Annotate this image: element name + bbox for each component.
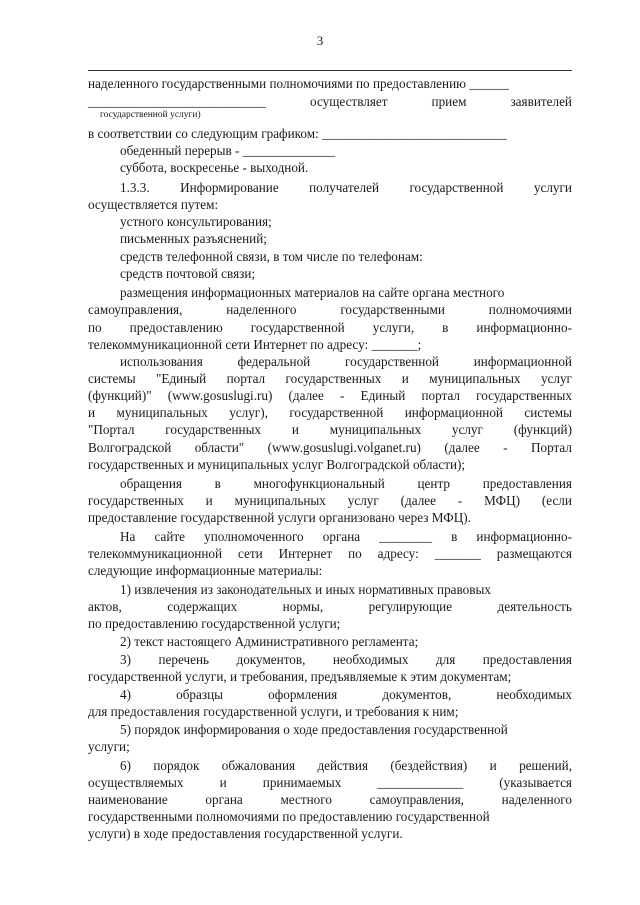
text-word: адресу:	[377, 546, 419, 561]
text-word: обжалования	[221, 758, 296, 773]
text-word: многофункциональный	[253, 476, 385, 491]
text-word: необходимых	[496, 687, 572, 702]
text-word: государственной услуги)	[100, 110, 201, 120]
text-line	[88, 126, 507, 142]
text-word: осуществляемых	[88, 775, 184, 790]
text-word: для предоставления государственной услуги, и требования к ним;	[88, 704, 459, 719]
text-word: документов,	[236, 652, 306, 667]
text-word: (www.gosuslugi.ru)	[167, 388, 273, 403]
text-word: 5) порядок информирования о ходе предоставления государственной	[120, 722, 508, 737]
page-number: 3	[316, 33, 324, 48]
text-word: наименование	[88, 792, 168, 807]
text-word: по предоставлению государственной услуги;	[88, 616, 341, 631]
text-word: и	[205, 493, 213, 508]
text-word: "Единый	[156, 371, 207, 386]
text-word: актов,	[88, 599, 122, 614]
text-word: прием	[431, 94, 467, 109]
text-word: услуг	[540, 371, 572, 386]
text-word: для	[435, 652, 456, 667]
text-line	[120, 758, 572, 774]
text-word: системы	[88, 371, 136, 386]
text-word: услуг	[347, 493, 379, 508]
text-word: государственной	[289, 405, 384, 420]
text-word: и	[291, 422, 299, 437]
text-word: и	[219, 775, 227, 790]
text-word: (далее	[444, 440, 480, 455]
text-word: в соответствии со следующим графиком: ____________________________	[88, 126, 507, 141]
text-word: полномочиями	[488, 302, 572, 317]
text-word: в	[214, 476, 221, 491]
text-word: действия	[317, 758, 369, 773]
text-word: (далее	[288, 388, 324, 403]
text-word: предоставлению	[129, 320, 223, 335]
text-line	[120, 180, 572, 196]
text-word: государственных	[165, 422, 262, 437]
text-line	[88, 616, 340, 632]
text-word: (указывается	[499, 775, 572, 790]
text-line	[88, 197, 218, 213]
text-word: и	[88, 405, 96, 420]
text-word: осуществляется путем:	[88, 197, 219, 212]
text-word: органа	[205, 792, 243, 807]
text-line	[88, 775, 572, 791]
text-word: -	[503, 440, 508, 455]
text-word: получателей	[309, 180, 380, 195]
text-word: -	[457, 493, 463, 508]
text-word: ___________________________	[88, 94, 267, 109]
text-word: услуг),	[229, 405, 268, 420]
text-line	[88, 563, 322, 579]
text-line	[88, 493, 572, 509]
text-line	[88, 826, 403, 842]
text-word: информационной	[404, 405, 503, 420]
text-word: в	[442, 320, 449, 335]
text-word: уполномоченного	[204, 529, 304, 544]
text-word: области"	[194, 440, 245, 455]
text-word: государственных и муниципальных услуг Волгоградской области);	[88, 457, 466, 472]
text-word: услуги	[533, 180, 572, 195]
text-line	[88, 669, 511, 685]
text-line	[88, 76, 509, 92]
text-line	[120, 652, 572, 668]
text-word: (если	[541, 493, 572, 508]
text-word: по	[88, 320, 102, 335]
text-word: наделенного	[226, 302, 297, 317]
text-word: Интернет	[278, 546, 333, 561]
text-line	[120, 582, 491, 598]
text-line	[88, 94, 572, 110]
text-word: наделенного государственными полномочиями по предоставлению ______	[88, 76, 509, 91]
text-word: государственной	[344, 354, 439, 369]
text-word: государственными полномочиями по предоставлению государственной	[88, 809, 490, 824]
text-line	[120, 143, 335, 159]
text-word: муниципальных	[116, 405, 208, 420]
text-word: 4)	[120, 687, 131, 702]
text-word: следующие информационные материалы:	[88, 563, 323, 578]
text-word: письменных разъяснений;	[120, 231, 267, 246]
text-word: предоставления	[482, 652, 572, 667]
text-line	[120, 266, 255, 282]
text-word: информационной	[473, 354, 572, 369]
text-word: государственной услуги, и требования, предъявляемые к этим документам;	[88, 669, 512, 684]
text-word: средств почтовой связи;	[120, 266, 256, 281]
text-word: самоуправления,	[88, 302, 183, 317]
text-word: муниципальных	[329, 422, 422, 437]
top-underline	[88, 70, 572, 71]
text-word: информационно-	[476, 529, 572, 544]
text-word: и	[401, 371, 409, 386]
text-line	[120, 722, 508, 738]
text-word: услуг	[451, 422, 483, 437]
text-line	[88, 809, 572, 825]
text-word: документов,	[382, 687, 452, 702]
text-line	[120, 634, 418, 650]
text-word: органа	[322, 529, 361, 544]
text-word: МФЦ)	[484, 493, 521, 508]
text-word: _______	[434, 546, 481, 561]
text-word: нормы,	[282, 599, 324, 614]
text-word: регулирующие	[368, 599, 453, 614]
text-word: _____________	[377, 775, 464, 790]
text-line	[88, 510, 471, 526]
text-word: сайте	[154, 529, 186, 544]
text-line	[88, 405, 572, 421]
text-word: Портал	[530, 440, 572, 455]
text-line	[88, 792, 572, 808]
text-word: деятельность	[497, 599, 572, 614]
text-word: местного	[280, 792, 332, 807]
text-word: услуги;	[88, 739, 130, 754]
text-line	[88, 302, 572, 318]
text-word: "Портал	[88, 422, 135, 437]
text-word: (бездействия)	[390, 758, 468, 773]
text-word: 2) текст настоящего Административного регламента;	[120, 634, 419, 649]
text-word: телекоммуникационной сети Интернет по адресу: _______;	[88, 337, 422, 352]
text-word: Информирование	[180, 180, 279, 195]
text-word: портал	[226, 371, 266, 386]
text-word: решений,	[519, 758, 572, 773]
text-word: предоставления	[482, 476, 572, 491]
text-line	[88, 422, 572, 438]
text-word: устного консультирования;	[120, 214, 272, 229]
text-word: в	[451, 529, 458, 544]
text-word: обращения	[120, 476, 182, 491]
text-word: телекоммуникационной	[88, 546, 223, 561]
text-line	[88, 704, 458, 720]
text-word: содержащих	[167, 599, 238, 614]
text-word: 6)	[120, 758, 131, 773]
text-word: услуги) в ходе предоставления государственной услуги.	[88, 826, 403, 841]
text-word: (функций)"	[88, 388, 152, 403]
text-word: размещения информационных материалов на сайте органа местного	[120, 285, 505, 300]
text-word: 3)	[120, 652, 131, 667]
text-line	[88, 440, 572, 456]
text-word: размещаются	[496, 546, 572, 561]
text-word: необходимых	[332, 652, 409, 667]
text-line	[120, 285, 504, 301]
text-word: принимаемых	[262, 775, 342, 790]
text-word: государственной	[409, 180, 504, 195]
text-word: самоуправления,	[369, 792, 464, 807]
text-word: государственными	[340, 302, 445, 317]
text-word: На	[120, 529, 136, 544]
text-word: муниципальных	[234, 493, 326, 508]
text-word: сети	[238, 546, 263, 561]
text-line	[88, 337, 421, 353]
text-word: системы	[524, 405, 572, 420]
text-line	[120, 160, 308, 176]
text-word: (www.gosuslugi.volganet.ru)	[267, 440, 421, 455]
text-word: 1.3.3.	[120, 180, 150, 195]
text-word: перечень	[158, 652, 210, 667]
text-word: 1) извлечения из законодательных и иных нормативных правовых	[120, 582, 491, 597]
text-line	[88, 599, 572, 615]
text-word: обеденный перерыв - ______________	[120, 143, 336, 158]
text-line	[88, 371, 572, 387]
text-line	[88, 320, 572, 336]
text-word: суббота, воскресенье - выходной.	[120, 160, 309, 175]
text-word: (функций)	[513, 422, 572, 437]
text-word: предоставление государственной услуги организовано через МФЦ).	[88, 510, 471, 525]
text-word: федеральной	[237, 354, 311, 369]
text-word: оформления	[268, 687, 338, 702]
text-word: услуги,	[372, 320, 415, 335]
text-word: порядок	[153, 758, 200, 773]
text-line	[120, 687, 572, 703]
text-word: по	[348, 546, 362, 561]
text-word: наделенного	[501, 792, 572, 807]
text-line	[120, 354, 572, 370]
text-word: средств телефонной связи, в том числе по телефонам:	[120, 249, 423, 264]
text-word: центр	[417, 476, 450, 491]
text-line	[88, 546, 572, 562]
text-word: Единый	[360, 388, 406, 403]
text-word: использования	[120, 354, 203, 369]
text-word: информационно-	[476, 320, 572, 335]
text-line	[88, 388, 572, 404]
text-line	[120, 249, 423, 265]
text-word: государственных	[476, 388, 572, 403]
text-line	[100, 110, 201, 121]
text-word: образцы	[176, 687, 224, 702]
text-word: осуществляет	[310, 94, 388, 109]
text-word: государственных	[285, 371, 382, 386]
text-word: (далее	[400, 493, 436, 508]
text-word: Волгоградской	[88, 440, 172, 455]
text-word: портал	[421, 388, 461, 403]
text-word: -	[340, 388, 345, 403]
text-word: государственных	[88, 493, 184, 508]
text-word: ________	[379, 529, 432, 544]
text-word: государственной	[250, 320, 345, 335]
text-line	[120, 214, 272, 230]
text-word: заявителей	[510, 94, 572, 109]
text-line	[120, 231, 267, 247]
text-line	[88, 457, 465, 473]
text-line	[120, 529, 572, 545]
text-word: муниципальных	[429, 371, 521, 386]
text-line	[120, 476, 572, 492]
text-line	[88, 739, 130, 755]
text-word: и	[489, 758, 497, 773]
